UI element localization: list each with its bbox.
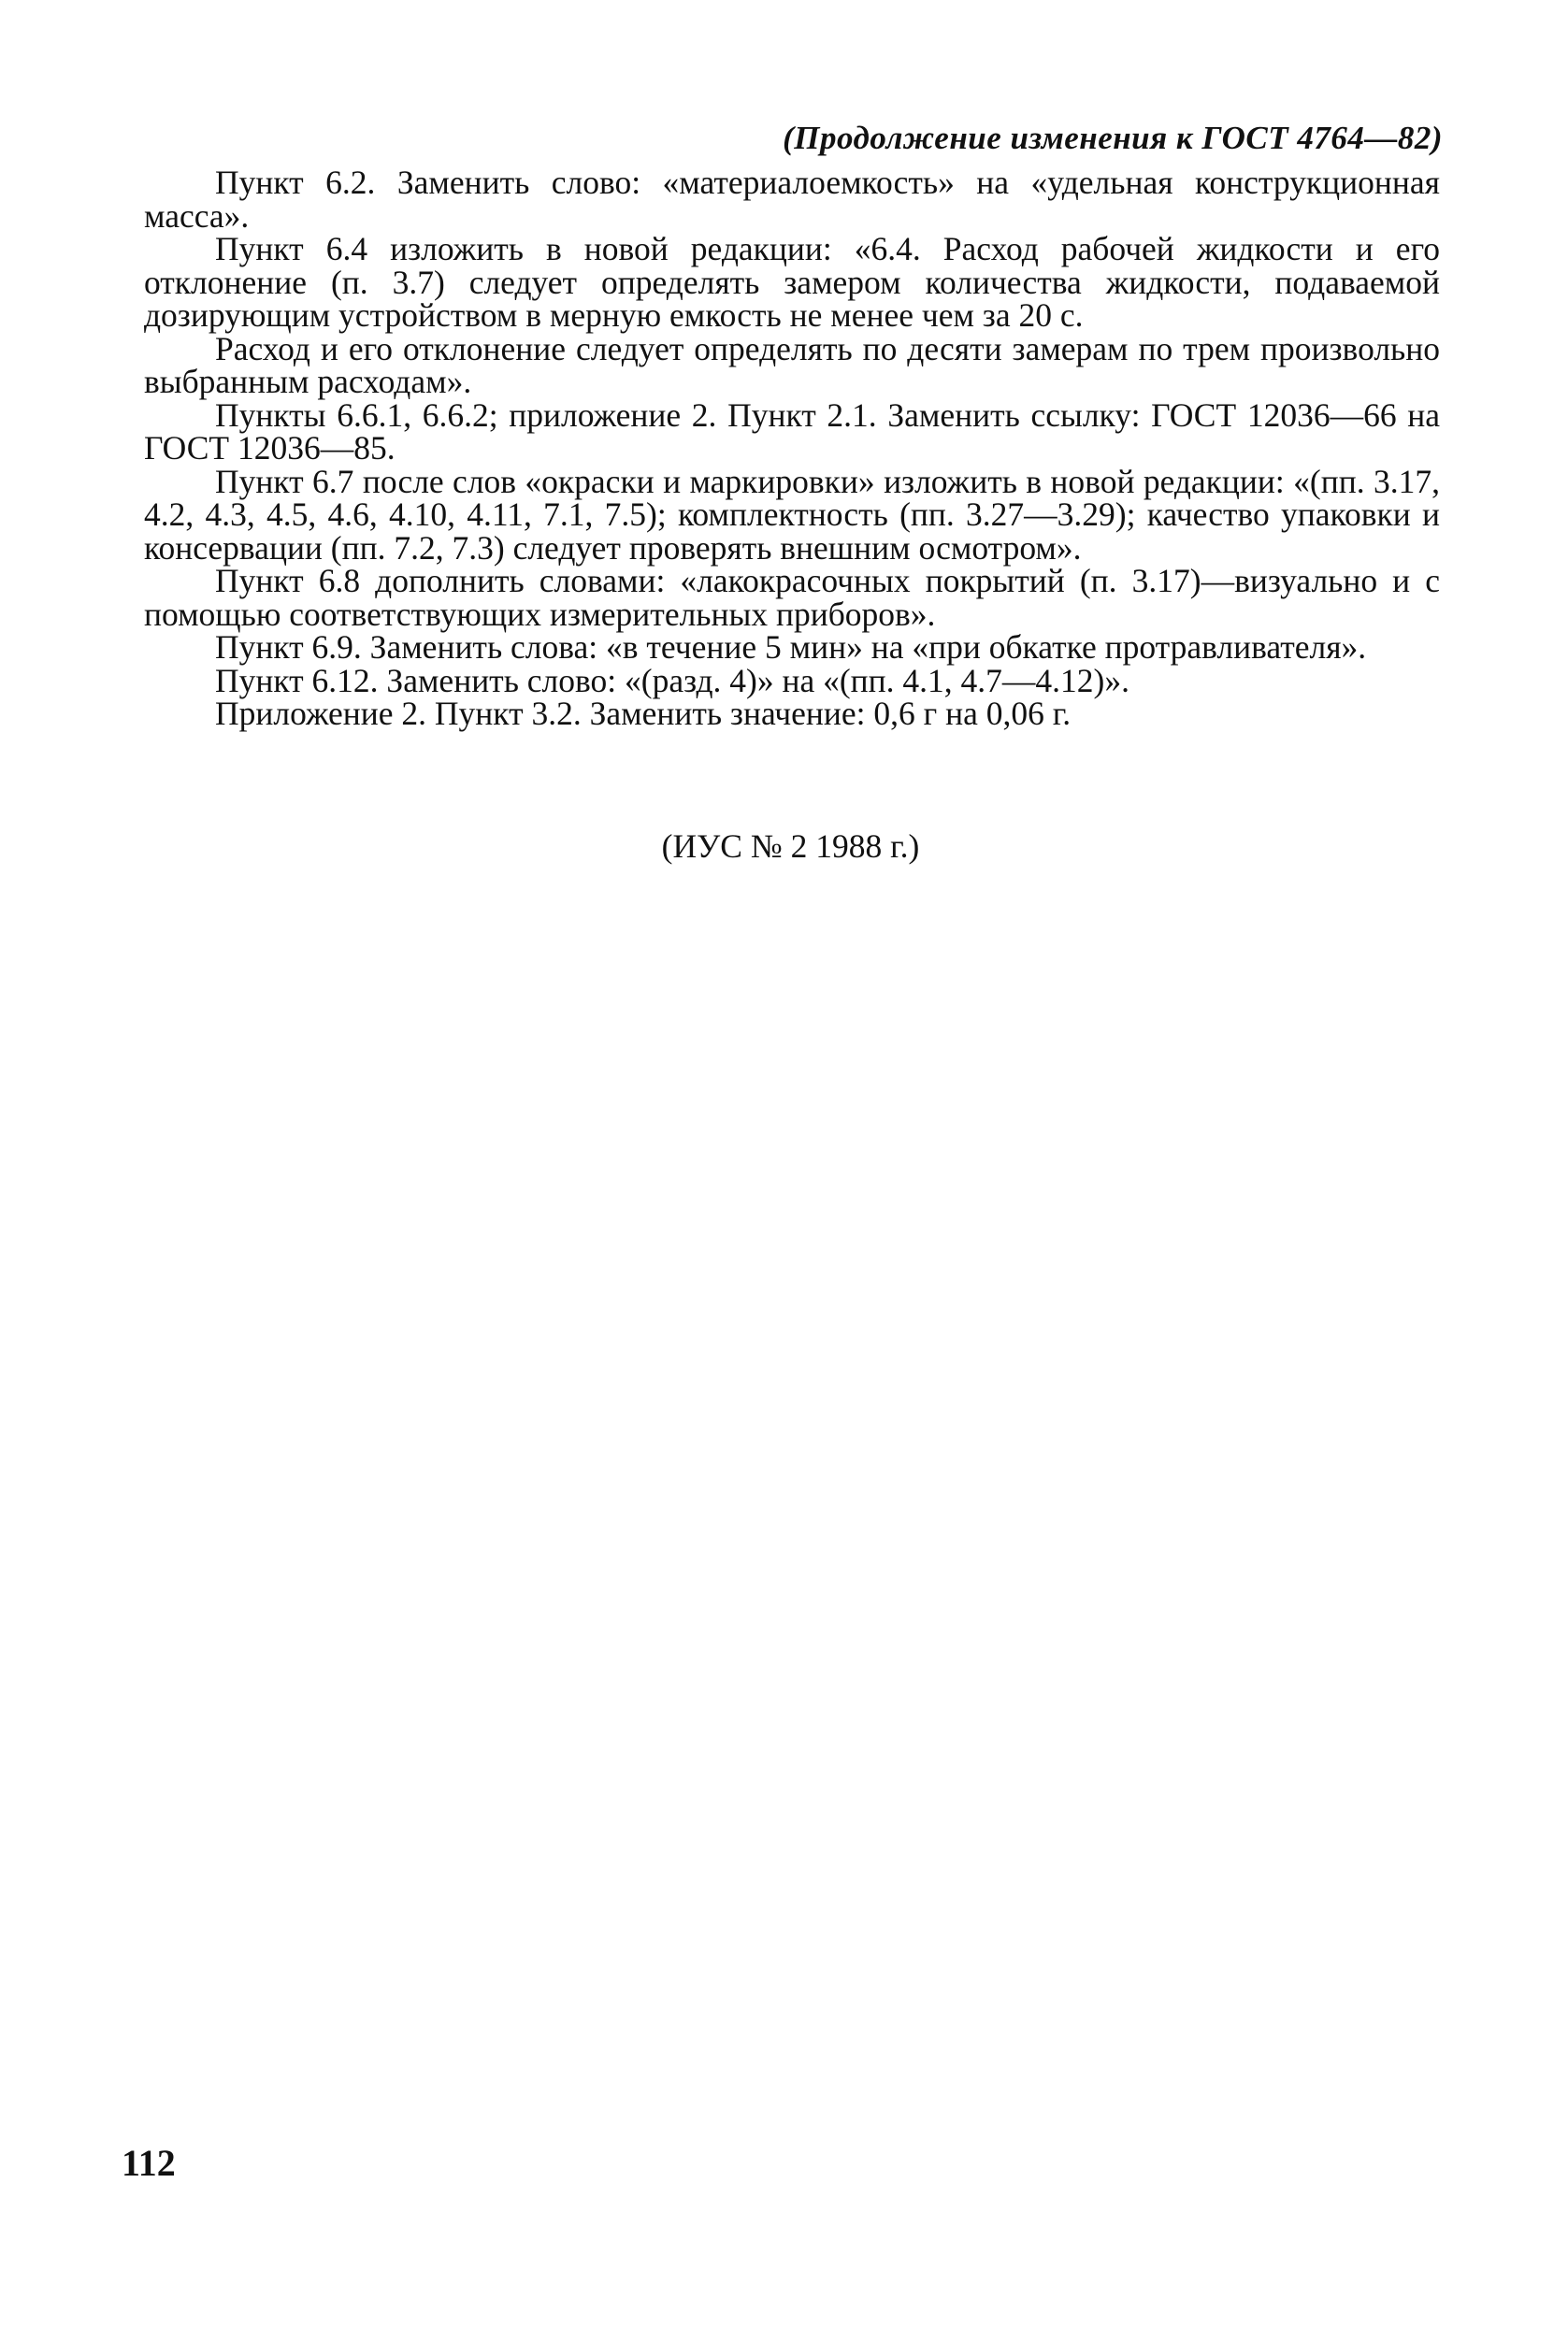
paragraph-item-6-2: Пункт 6.2. Заменить слово: «материалоемкость» на «удельная конструкционная масса». [144, 164, 1440, 235]
paragraph-item-6-4: Пункт 6.4 изложить в новой редакции: «6.4. Расход рабочей жидкости и его отклонение (п. 3.7) следует определять замером количества жидкости, подаваемой дозирующим устройством в мерную емкость не менее чем за 20 с. [144, 230, 1440, 334]
paragraph-item-6-9: Пункт 6.9. Заменить слова: «в течение 5 мин» на «при обкатке протравливателя». [215, 628, 1367, 666]
source-note [0, 826, 1568, 866]
paragraph-items-6-6: Пункты 6.6.1, 6.6.2; приложение 2. Пункт 2.1. Заменить ссылку: ГОСТ 12036—66 на ГОСТ 12036—85. [144, 395, 1440, 467]
page-header-continuation: (Продолжение изменения к ГОСТ 4764—82) [783, 120, 1443, 156]
page-number: 112 [122, 2142, 176, 2184]
amendment-text [144, 166, 1440, 731]
paragraph-appendix-2: Приложение 2. Пункт 3.2. Заменить значение: 0,6 г на 0,06 г. [215, 695, 1072, 732]
paragraph-item-6-12: Пункт 6.12. Заменить слово: «(разд. 4)» на «(пп. 4.1, 4.7—4.12)». [215, 661, 1129, 699]
paragraph-item-6-8: Пункт 6.8 дополнить словами: «лакокрасочных покрытий (п. 3.17)—визуально и с помощью соответствующих измерительных приборов». [144, 562, 1440, 633]
paragraph-item-6-7: Пункт 6.7 после слов «окраски и маркировки» изложить в новой редакции: «(пп. 3.17, 4.2, 4.3, 4.5, 4.6, 4.10, 4.11, 7.1, 7.5); комплектность (пп. 3.27—3.29); качество упаковки и консервации (пп. 7.2, 7.3) следует проверять внешним осмотром». [144, 462, 1440, 567]
source-note-text: (ИУС № 2 1988 г.) [661, 827, 920, 865]
paragraph-flow-rate: Расход и его отклонение следует определять по десяти замерам по трем произвольно выбранным расходам». [144, 329, 1440, 400]
